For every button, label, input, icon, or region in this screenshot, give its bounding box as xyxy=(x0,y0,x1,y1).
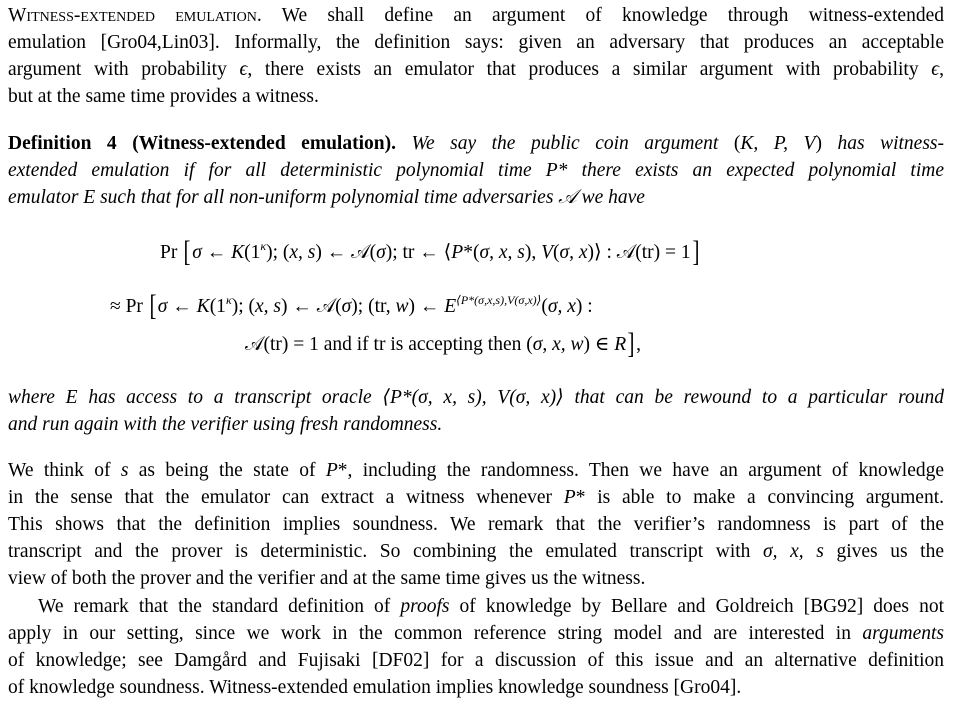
text-segment: [ xyxy=(149,289,157,322)
text-line-p2-3 xyxy=(8,647,944,674)
text-segment: s xyxy=(120,460,129,481)
text-segment: proofs xyxy=(400,596,450,617)
text-segment: ) ∈ xyxy=(583,334,615,355)
text-segment: ( xyxy=(541,296,548,317)
text-line-p2-4 xyxy=(8,674,944,701)
text-segment: apply in our setting, since we work in the common reference string model and are interested in xyxy=(8,623,863,644)
text-segment: ); tr ← ⟨ xyxy=(385,242,452,263)
text-segment: transcript and the prover is deterministic. So combining the emulated transcript with xyxy=(8,541,764,562)
text-segment: σ xyxy=(341,296,352,317)
text-segment: ) : xyxy=(575,296,593,317)
text-segment: This shows that the definition implies soundness. We remark that the verifier’s randomness is part of the xyxy=(8,514,944,535)
text-segment: , there exists an emulator that produces a similar argument with probability xyxy=(247,59,932,80)
text-segment: σ xyxy=(157,296,168,317)
text-segment: κ xyxy=(260,239,267,253)
text-segment: ); ( xyxy=(266,242,290,263)
text-segment: ] xyxy=(692,235,700,268)
text-segment: (1 xyxy=(209,296,226,317)
text-line-def-2 xyxy=(8,157,944,184)
text-line-p1-5 xyxy=(8,565,944,592)
text-segment: , xyxy=(939,59,944,80)
text-line-intro-3 xyxy=(8,56,944,83)
text-segment: . We shall define an argument of knowledge through witness-extended xyxy=(256,5,944,26)
text-segment: ← xyxy=(167,296,197,317)
text-segment: ) ← 𝒜( xyxy=(280,296,342,317)
text-segment: ( xyxy=(733,133,741,154)
text-segment: K, P, V xyxy=(740,133,816,154)
text-segment: σ xyxy=(192,242,202,263)
text-segment: [ xyxy=(183,235,191,268)
text-segment: σ, x xyxy=(559,242,588,263)
text-segment: P xyxy=(451,242,464,263)
text-segment: We say the public coin argument xyxy=(395,133,734,154)
text-segment: σ, x xyxy=(547,296,576,317)
text-line-intro-4 xyxy=(8,83,944,110)
text-segment: Witness-extended emulation xyxy=(8,5,257,26)
text-segment: x, s xyxy=(289,242,316,263)
text-segment: ] xyxy=(627,327,635,360)
text-segment: κ xyxy=(225,293,232,307)
text-line-eq-3 xyxy=(245,327,641,360)
text-segment: R xyxy=(614,334,627,355)
text-line-def-1 xyxy=(8,130,944,157)
text-segment: gives us the xyxy=(823,541,944,562)
text-line-p1-4 xyxy=(8,538,944,565)
text-segment: ϵ xyxy=(239,59,248,80)
text-segment: 𝒜(tr) = 1 and if tr is accepting then ( xyxy=(245,334,533,355)
text-segment: of knowledge; see Damgård and Fujisaki [DF02] for a discussion of this issue and an alternative definition xyxy=(8,650,944,671)
text-segment: P xyxy=(563,487,576,508)
text-line-p1-2 xyxy=(8,484,944,511)
text-segment: ) xyxy=(815,133,822,154)
text-segment: in the sense that the emulator can extract a witness whenever xyxy=(8,487,564,508)
text-segment: ), xyxy=(524,242,542,263)
text-line-intro-1 xyxy=(8,2,944,29)
text-segment: σ, x, s xyxy=(763,541,824,562)
text-segment: Pr xyxy=(160,242,183,263)
text-segment: has witness- xyxy=(821,133,944,154)
text-segment: view of both the prover and the verifier and at the same time gives us the witness. xyxy=(8,568,646,589)
text-segment: * is able to make a convincing argument. xyxy=(575,487,944,508)
text-segment: σ, x, s xyxy=(479,242,525,263)
text-line-where-2 xyxy=(8,411,944,438)
text-segment: of knowledge by Bellare and Goldreich [BG92] does not xyxy=(449,596,944,617)
text-segment: *, including the randomness. Then we have an argument of knowledge xyxy=(337,460,945,481)
text-segment: arguments xyxy=(862,623,944,644)
text-segment: (1 xyxy=(244,242,261,263)
text-segment: ) ← xyxy=(408,296,445,317)
text-segment: extended emulation if for all deterministic polynomial time P* there exists an expected polynomial time xyxy=(8,160,944,181)
text-line-p2-1 xyxy=(8,593,944,620)
text-segment: , xyxy=(636,334,641,355)
text-line-p1-3 xyxy=(8,511,944,538)
text-segment: σ, x, w xyxy=(532,334,584,355)
text-segment: as being the state of xyxy=(128,460,326,481)
text-segment: and run again with the verifier using fresh randomness. xyxy=(8,414,443,435)
text-segment: Definition 4 (Witness-extended emulation). xyxy=(8,133,396,154)
text-segment: ≈ Pr xyxy=(110,296,148,317)
text-segment: ← xyxy=(201,242,232,263)
text-segment: K xyxy=(231,242,245,263)
text-line-intro-2 xyxy=(8,29,944,56)
text-segment: but at the same time provides a witness. xyxy=(8,86,319,107)
text-segment: We remark that the standard definition of xyxy=(38,596,401,617)
text-segment: ( xyxy=(553,242,560,263)
text-line-eq-2 xyxy=(110,287,593,322)
text-segment: P xyxy=(325,460,338,481)
text-line-p2-2 xyxy=(8,620,944,647)
text-segment: E xyxy=(444,296,457,317)
text-segment: We think of xyxy=(8,460,121,481)
text-segment: )⟩ : 𝒜(tr) = 1 xyxy=(587,242,691,263)
text-line-def-3 xyxy=(8,184,944,211)
text-segment: w xyxy=(395,296,409,317)
text-line-eq-1 xyxy=(160,233,701,268)
text-segment: K xyxy=(196,296,210,317)
text-segment: ); ( xyxy=(231,296,255,317)
text-line-where-1 xyxy=(8,384,944,411)
text-segment: V xyxy=(541,242,553,263)
text-segment: of knowledge soundness. Witness-extended emulation implies knowledge soundness [Gro04]. xyxy=(8,677,742,698)
text-segment: *( xyxy=(463,242,480,263)
text-segment: where E has access to a transcript oracle ⟨P*(σ, x, s), V(σ, x)⟩ that can be rewound to a particular round xyxy=(8,387,944,408)
text-segment: σ xyxy=(376,242,386,263)
text-segment: ϵ xyxy=(931,59,940,80)
text-segment: ) ← 𝒜( xyxy=(315,242,377,263)
text-segment: argument with probability xyxy=(8,59,240,80)
text-segment: ); (tr, xyxy=(351,296,396,317)
text-line-p1-1 xyxy=(8,457,944,484)
text-segment: ⟨P*(σ,x,s),V(σ,x)⟩ xyxy=(456,293,542,307)
text-segment: emulation [Gro04,Lin03]. Informally, the definition says: given an adversary that produces an acceptable xyxy=(8,32,944,53)
text-segment: emulator E such that for all non-uniform polynomial time adversaries 𝒜 we have xyxy=(8,187,645,208)
text-segment: x, s xyxy=(254,296,281,317)
